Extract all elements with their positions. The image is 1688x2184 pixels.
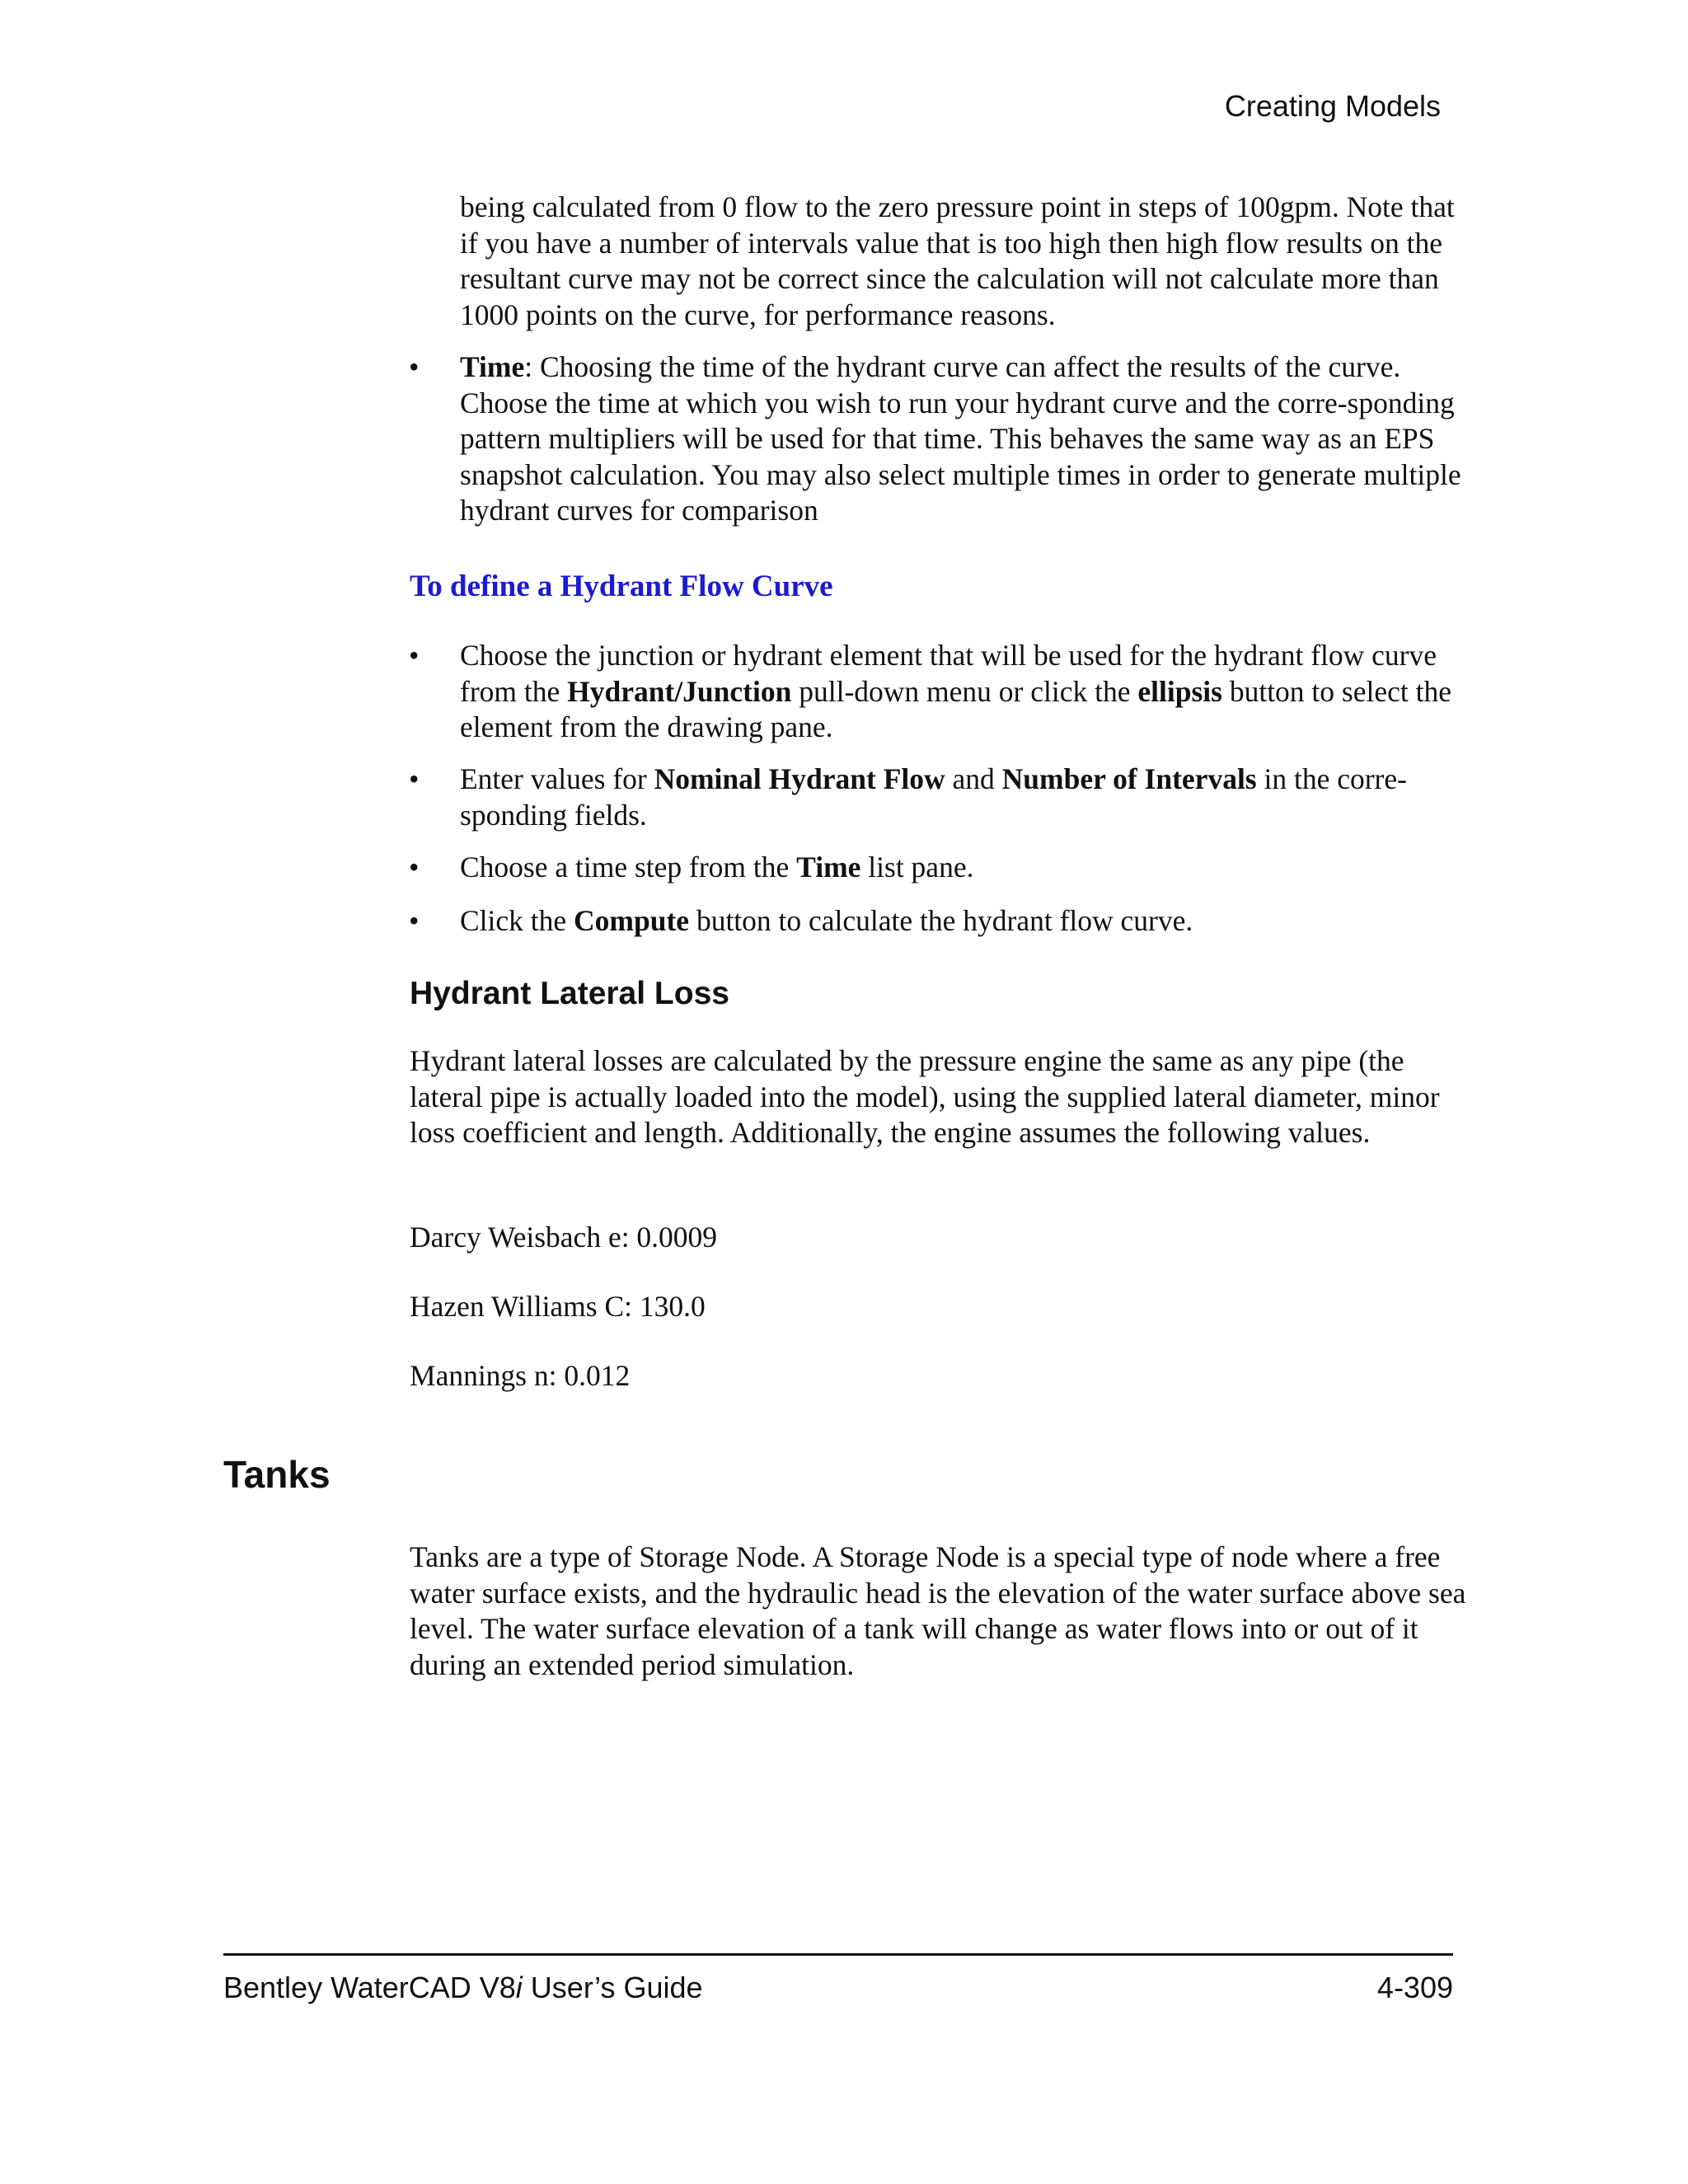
- bullet-description: : Choosing the time of the hydrant curve can affect the results of the curve. Choose the time at which you wish to run your hydrant curve and the corre-sponding pattern multipliers will be used for that time. This behaves the same way as an EPS snapshot calculation. You may also select multiple times in order to generate multiple hydrant curves for comparison: [460, 350, 1461, 527]
- step-text: Click the Compute button to calculate the hydrant flow curve.: [460, 904, 1193, 937]
- bullet-marker: •: [409, 904, 420, 937]
- bullet-marker: •: [409, 762, 420, 795]
- step-text: Enter values for Nominal Hydrant Flow and Number of Intervals in the corre-sponding fields.: [460, 762, 1407, 832]
- bullet-term: Time: [460, 350, 525, 383]
- bullet-marker: •: [409, 639, 420, 672]
- mannings-value: Mannings n: 0.012: [410, 1359, 631, 1392]
- bullet-marker: •: [409, 851, 420, 883]
- footer-guide-title: Bentley WaterCAD V8i User’s Guide: [223, 1971, 703, 2004]
- section-heading-lateral-loss: Hydrant Lateral Loss: [410, 976, 729, 1011]
- step-text: Choose a time step from the Time list pane.: [460, 851, 974, 883]
- hazen-value: Hazen Williams C: 130.0: [410, 1290, 706, 1323]
- darcy-value: Darcy Weisbach e: 0.0009: [410, 1221, 718, 1254]
- procedure-title: To define a Hydrant Flow Curve: [410, 569, 833, 603]
- page-number: 4-309: [1376, 1971, 1453, 2004]
- section-heading-tanks: Tanks: [223, 1453, 331, 1496]
- running-header: Creating Models: [1224, 89, 1441, 123]
- bullet-text: [460, 349, 1467, 529]
- footer-divider: [223, 1953, 1453, 1956]
- bullet-marker: •: [409, 350, 420, 383]
- tanks-paragraph: Tanks are a type of Storage Node. A Storage Node is a special type of node where a free water surface exists, and the hydraulic head is the elevation of the water surface above sea level. The water surface elevation of a tank will change as water flows into or out of it during an extended period simulation.: [410, 1540, 1466, 1681]
- continuation-paragraph: being calculated from 0 flow to the zero pressure point in steps of 100gpm. Note that if you have a number of intervals value that is too high then high flow results on the resultant curve may not be correct since the calculation will not calculate more than 1000 points on the curve, for performance reasons.: [460, 190, 1455, 331]
- lateral-loss-intro: Hydrant lateral losses are calculated by the pressure engine the same as any pipe (the lateral pipe is actually loaded into the model), using the supplied lateral diameter, minor loss coefficient and length. Additionally, the engine assumes the following values.: [410, 1044, 1440, 1149]
- step-text: Choose the junction or hydrant element that will be used for the hydrant flow curve from the Hydrant/Junction pull-down menu or click the ellipsis button to select the element from the drawing pane.: [460, 639, 1451, 743]
